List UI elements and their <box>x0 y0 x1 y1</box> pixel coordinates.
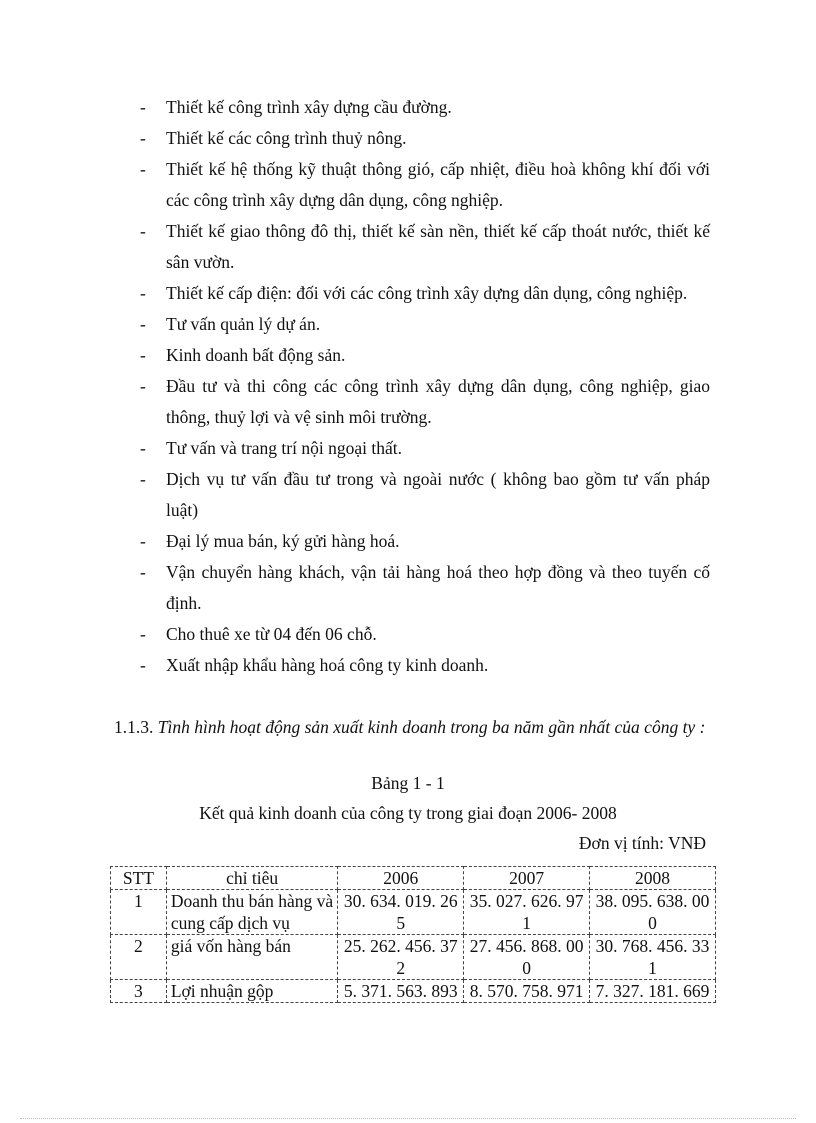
bullet-dash: - <box>140 97 146 117</box>
cell-indicator: Lợi nhuận gộp <box>166 980 338 1003</box>
table-title: Kết quả kinh doanh của công ty trong giai đoạn 2006- 2008 <box>199 803 617 823</box>
list-item: - Thiết kế hệ thống kỹ thuật thông gió, cấp nhiệt, điều hoà không khí đối với các công trình xây dựng dân dụng, công nghiệp. <box>140 154 710 216</box>
table-row <box>111 980 716 1003</box>
table-label: Bảng 1 - 1 <box>371 773 445 793</box>
list-item: - Kinh doanh bất động sản. <box>140 340 710 371</box>
cell-2006: 25. 262. 456. 372 <box>338 935 464 980</box>
header-2008: 2008 <box>590 867 716 890</box>
business-lines-list <box>140 92 710 681</box>
header-2007: 2007 <box>464 867 590 890</box>
list-item: - Cho thuê xe từ 04 đến 06 chỗ. <box>140 619 710 650</box>
bullet-dash: - <box>140 562 146 582</box>
cell-2007: 8. 570. 758. 971 <box>464 980 590 1003</box>
list-item: - Thiết kế các công trình thuỷ nông. <box>140 123 710 154</box>
list-item: - Đầu tư và thi công các công trình xây dựng dân dụng, công nghiệp, giao thông, thuỷ lợi và vệ sinh môi trường. <box>140 371 710 433</box>
cell-stt: 3 <box>111 980 167 1003</box>
bullet-dash: - <box>140 624 146 644</box>
cell-2008: 38. 095. 638. 000 <box>590 890 716 935</box>
bullet-dash: - <box>140 159 146 179</box>
bullet-dash: - <box>140 283 146 303</box>
bullet-dash: - <box>140 345 146 365</box>
header-2006: 2006 <box>338 867 464 890</box>
cell-2007: 27. 456. 868. 000 <box>464 935 590 980</box>
bullet-dash: - <box>140 221 146 241</box>
cell-2008: 30. 768. 456. 331 <box>590 935 716 980</box>
cell-2007: 35. 027. 626. 971 <box>464 890 590 935</box>
bullet-dash: - <box>140 469 146 489</box>
bullet-dash: - <box>140 438 146 458</box>
header-stt: STT <box>111 867 167 890</box>
cell-2006: 30. 634. 019. 265 <box>338 890 464 935</box>
list-item: - Đại lý mua bán, ký gửi hàng hoá. <box>140 526 710 557</box>
table-row <box>111 935 716 980</box>
list-item: - Tư vấn và trang trí nội ngoại thất. <box>140 433 710 464</box>
bullet-dash: - <box>140 655 146 675</box>
cell-indicator: Doanh thu bán hàng và cung cấp dịch vụ <box>166 890 338 935</box>
section-number: 1.1.3. <box>114 717 154 737</box>
business-results-table <box>110 866 716 1003</box>
list-item: - Thiết kế công trình xây dựng cầu đường. <box>140 92 710 123</box>
list-item: - Xuất nhập khẩu hàng hoá công ty kinh doanh. <box>140 650 710 681</box>
bullet-dash: - <box>140 128 146 148</box>
list-item: - Tư vấn quản lý dự án. <box>140 309 710 340</box>
table-row <box>111 890 716 935</box>
table-header-row <box>111 867 716 890</box>
cell-stt: 2 <box>111 935 167 980</box>
bullet-dash: - <box>140 314 146 334</box>
list-item: - Thiết kế giao thông đô thị, thiết kế sàn nền, thiết kế cấp thoát nước, thiết kế sân vườn. <box>140 216 710 278</box>
page-footer-rule <box>20 1118 796 1119</box>
cell-2006: 5. 371. 563. 893 <box>338 980 464 1003</box>
cell-stt: 1 <box>111 890 167 935</box>
header-indicator: chỉ tiêu <box>166 867 338 890</box>
cell-indicator: giá vốn hàng bán <box>166 935 338 980</box>
table-unit: Đơn vị tính: VNĐ <box>578 833 706 853</box>
list-item: - Dịch vụ tư vấn đầu tư trong và ngoài nước ( không bao gồm tư vấn pháp luật) <box>140 464 710 526</box>
bullet-dash: - <box>140 376 146 396</box>
cell-2008: 7. 327. 181. 669 <box>590 980 716 1003</box>
section-title: Tình hình hoạt động sản xuất kinh doanh trong ba năm gần nhất của công ty : <box>157 717 706 737</box>
list-item: - Vận chuyển hàng khách, vận tải hàng hoá theo hợp đồng và theo tuyến cố định. <box>140 557 710 619</box>
bullet-dash: - <box>140 531 146 551</box>
list-item: - Thiết kế cấp điện: đối với các công trình xây dựng dân dụng, công nghiệp. <box>140 278 710 309</box>
section-heading <box>114 712 714 743</box>
